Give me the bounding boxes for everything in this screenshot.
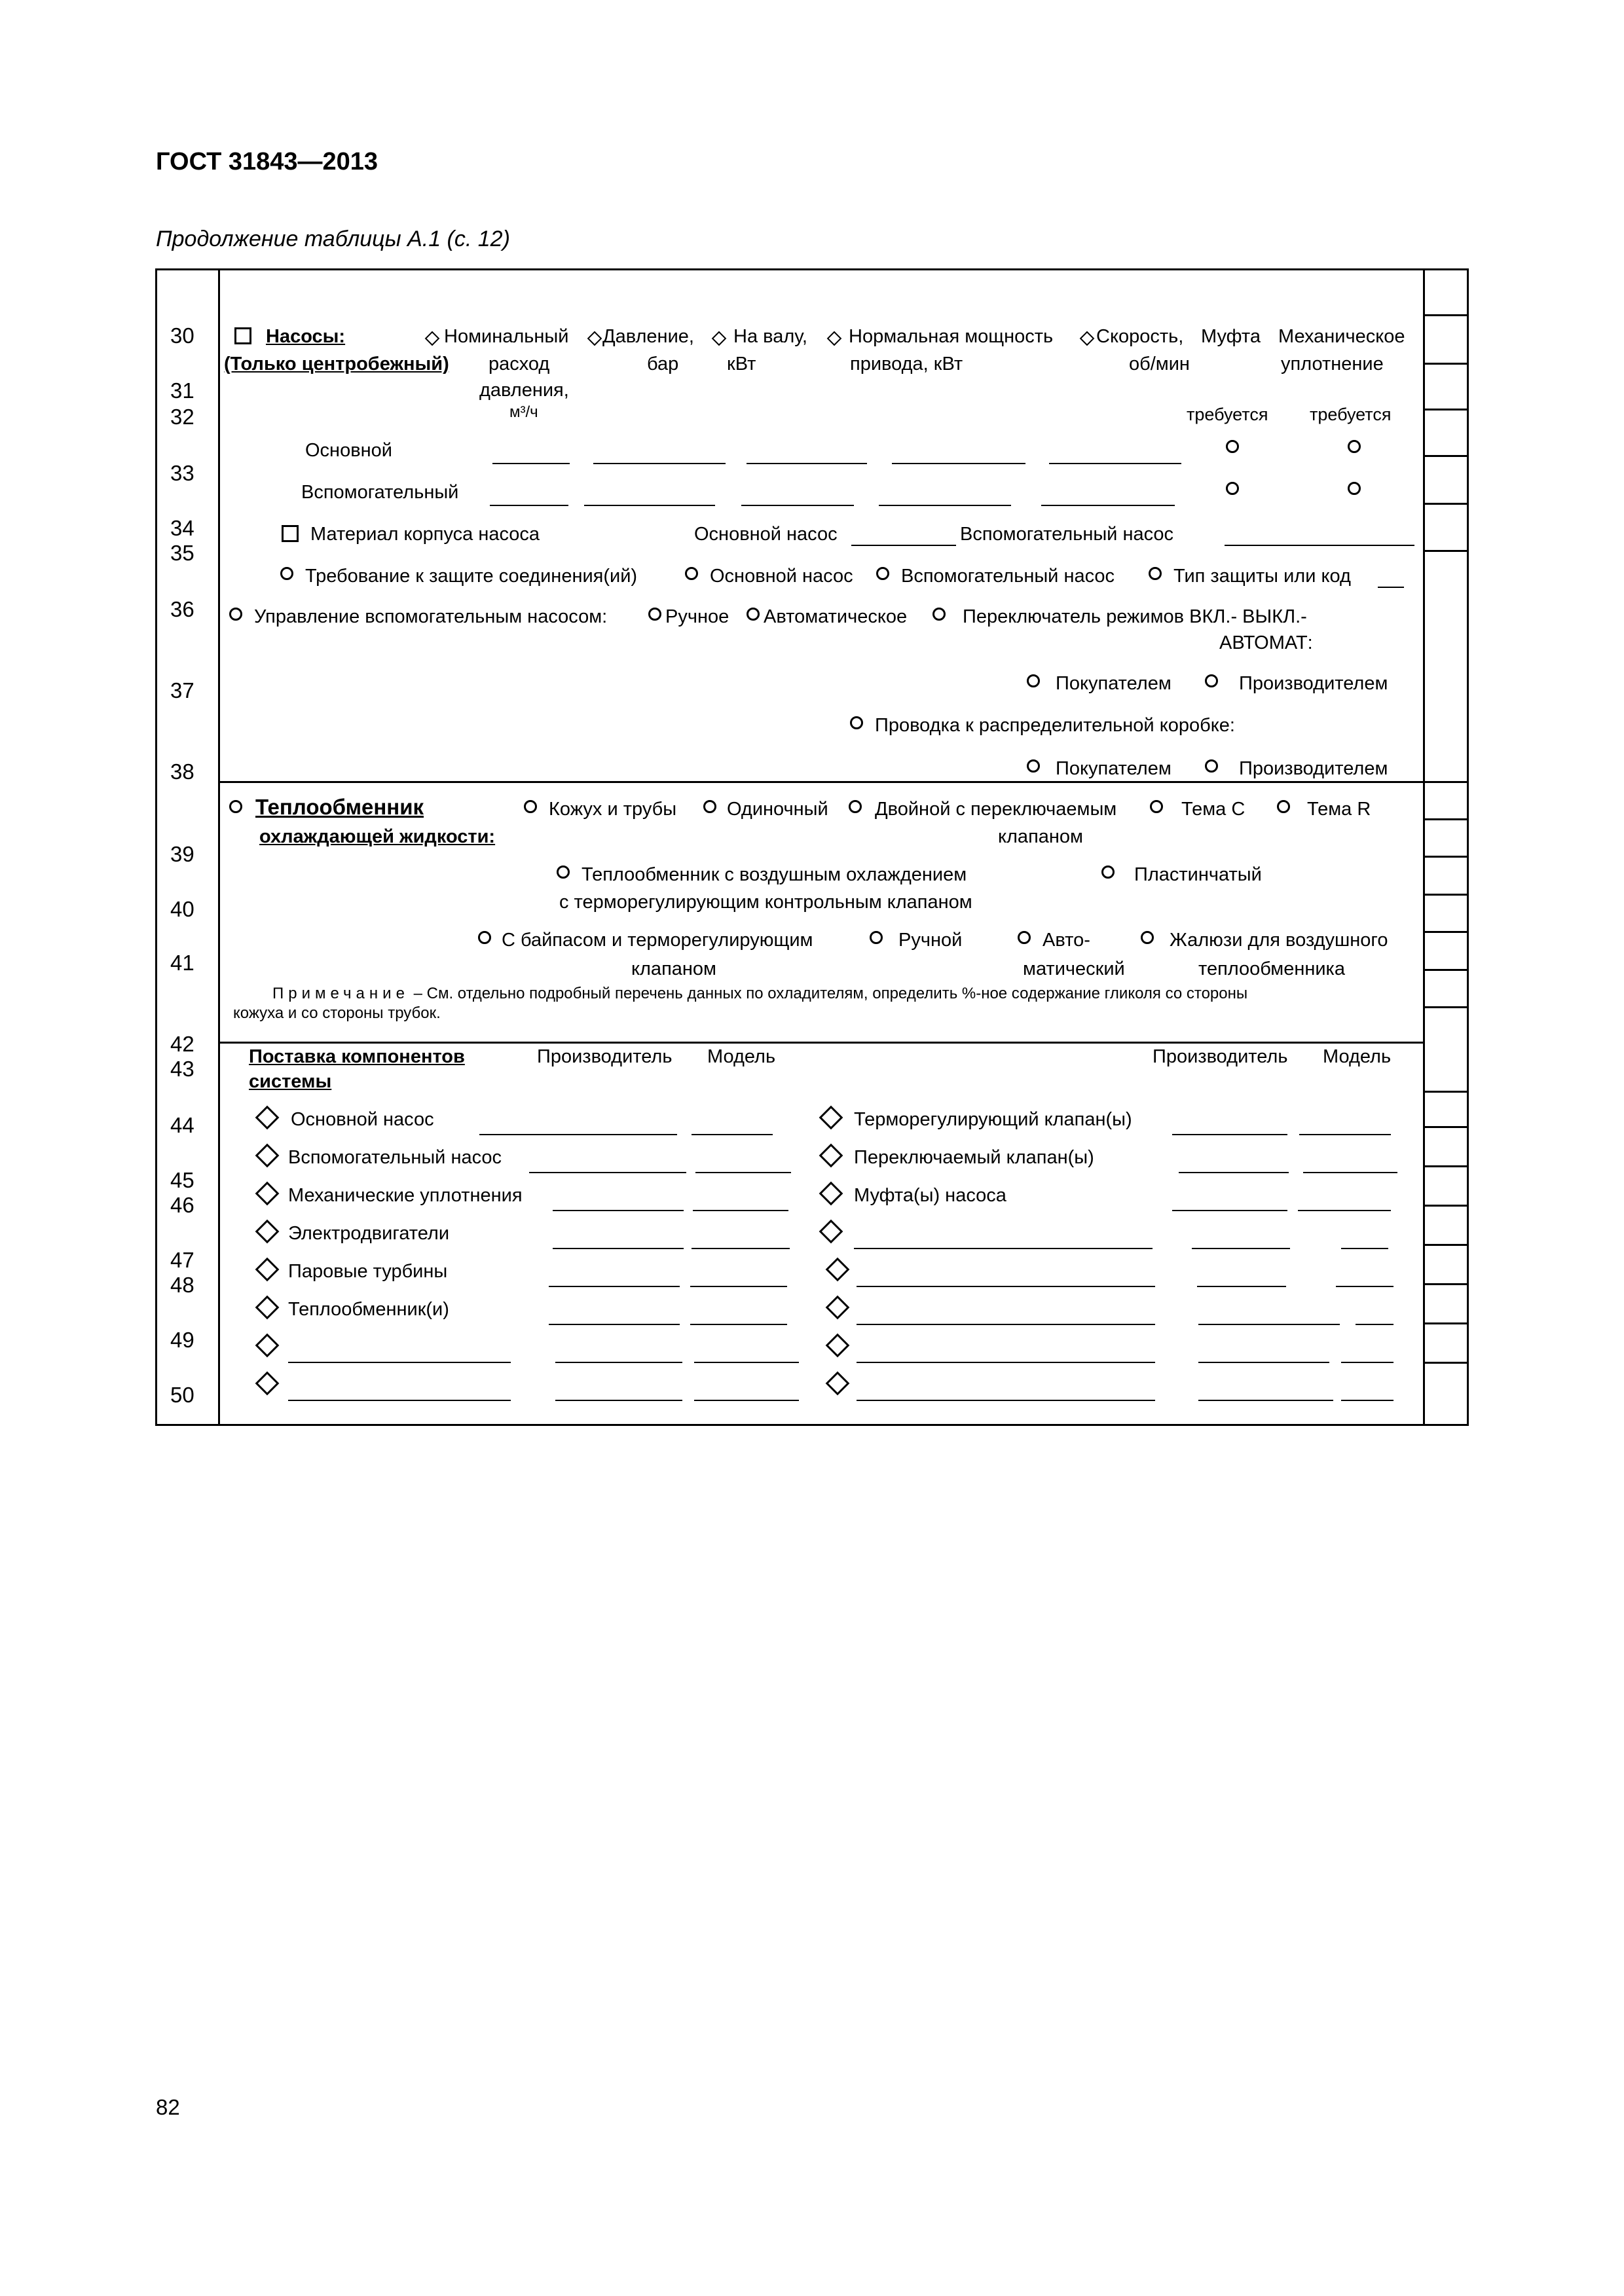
single-radio[interactable] [703, 800, 716, 813]
item-main-pump: Основной насос [291, 1109, 434, 1130]
plate-label: Пластинчатый [1134, 864, 1262, 885]
extra-right-maker-field[interactable] [1192, 1248, 1290, 1249]
manual-radio[interactable] [648, 608, 661, 621]
row-number: 50 [170, 1383, 194, 1407]
item-aux-pump: Вспомогательный насос [288, 1147, 502, 1168]
maker-radio-2[interactable] [1205, 759, 1218, 773]
extra-right-model-field[interactable] [1356, 1324, 1393, 1325]
number-column-divider [218, 268, 220, 1426]
motors-model-field[interactable] [692, 1248, 790, 1249]
extra-right-name-field[interactable] [857, 1286, 1155, 1287]
extra-item-name-field[interactable] [288, 1362, 511, 1363]
aux-seal-radio[interactable] [1348, 482, 1361, 495]
main-shaft-field[interactable] [747, 463, 867, 464]
row-number: 34 [170, 516, 194, 540]
extra-right-model-field[interactable] [1336, 1286, 1393, 1287]
casing-material-label: Материал корпуса насоса [310, 524, 540, 545]
row-number: 32 [170, 405, 194, 429]
item-couplings: Муфта(ы) насоса [854, 1185, 1006, 1206]
flow-header-3: давления, [479, 380, 569, 401]
shaft-power-header: На валу, [733, 326, 807, 347]
heat-exchanger-title-2: охлаждающей жидкости: [259, 826, 496, 847]
buyer-label-2: Покупателем [1056, 758, 1172, 779]
tema-c-label: Тема С [1181, 799, 1246, 820]
extra-right-maker-field[interactable] [1197, 1286, 1286, 1287]
item-switch-valves: Переключаемый клапан(ы) [854, 1147, 1094, 1168]
motors-maker-field[interactable] [553, 1248, 684, 1249]
heat-exchanger-title: Теплообменник [255, 795, 424, 819]
section-divider-exchanger [218, 1042, 1425, 1044]
hx-manual-radio[interactable] [870, 931, 883, 944]
row-number: 36 [170, 597, 194, 621]
item-motors: Электродвигатели [288, 1223, 450, 1244]
extra-item-maker-field[interactable] [555, 1400, 682, 1401]
supply-maker-left: Производитель [537, 1046, 673, 1067]
mode-switch-label: Переключатель режимов ВКЛ.- ВЫКЛ.- [963, 606, 1307, 627]
louvers-label-2: теплообменника [1198, 958, 1346, 979]
extra-item-model-field[interactable] [694, 1362, 799, 1363]
row-number: 42 [170, 1032, 194, 1056]
page-number: 82 [156, 2095, 180, 2119]
note-text: – См. отдельно подробный перечень данных по охладителям, определить %-ное содержание гликоля со стороны [409, 985, 1248, 1002]
document-title: ГОСТ 31843—2013 [156, 148, 378, 175]
aux-pump-model-field[interactable] [695, 1172, 791, 1173]
item-thermo-valves: Терморегулирующий клапан(ы) [854, 1109, 1132, 1130]
casing-main-label: Основной насос [694, 524, 838, 545]
row-number: 43 [170, 1057, 194, 1081]
supply-title-2: системы [249, 1071, 332, 1092]
row-number: 37 [170, 678, 194, 702]
main-power-field[interactable] [892, 463, 1025, 464]
hx-manual-label: Ручной [898, 930, 963, 951]
mode-switch-radio[interactable] [932, 608, 946, 621]
supply-title: Поставка компонентов [249, 1046, 465, 1067]
plate-radio[interactable] [1101, 866, 1115, 879]
shell-tube-radio[interactable] [524, 800, 537, 813]
row-number: 39 [170, 842, 194, 866]
turbines-maker-field[interactable] [549, 1286, 680, 1287]
buyer-label-1: Покупателем [1056, 673, 1172, 694]
couplings-model-field[interactable] [1298, 1210, 1391, 1211]
supply-model-right: Модель [1323, 1046, 1392, 1067]
row-aux-label: Вспомогательный [301, 482, 459, 503]
louvers-radio[interactable] [1141, 931, 1154, 944]
louvers-label: Жалюзи для воздушного [1170, 930, 1388, 951]
bypass-label-2: клапаном [631, 958, 716, 979]
maker-label-1: Производителем [1239, 673, 1388, 694]
section-divider-pumps [218, 781, 1425, 783]
protection-label: Требование к защите соединения(ий) [305, 566, 638, 587]
row-number: 38 [170, 759, 194, 784]
main-pump-maker-field[interactable] [479, 1134, 677, 1135]
protection-type-label: Тип защиты или код [1173, 566, 1351, 587]
tema-c-radio[interactable] [1150, 800, 1163, 813]
couplings-maker-field[interactable] [1172, 1210, 1287, 1211]
extra-right-maker-field[interactable] [1198, 1400, 1333, 1401]
row-number: 31 [170, 378, 194, 403]
heat-exchanger-radio[interactable] [229, 800, 242, 813]
row-number: 35 [170, 541, 194, 565]
item-mech-seals: Механические уплотнения [288, 1185, 523, 1206]
item-steam-turbines: Паровые турбины [288, 1261, 448, 1282]
pumps-title-note: (Только центробежный) [224, 354, 449, 374]
row-number: 30 [170, 323, 194, 348]
seals-model-field[interactable] [693, 1210, 788, 1211]
tema-r-label: Тема R [1307, 799, 1371, 820]
supply-maker-right: Производитель [1153, 1046, 1288, 1067]
extra-right-name-field[interactable] [854, 1248, 1153, 1249]
extra-right-model-field[interactable] [1341, 1400, 1393, 1401]
shaft-power-unit: кВт [727, 354, 756, 374]
air-cooled-label-2: с терморегулирующим контрольным клапаном [559, 892, 972, 913]
hx-auto-label: Авто- [1043, 930, 1090, 951]
power-unit: привода, кВт [850, 354, 963, 374]
aux-control-label: Управление вспомогательным насосом: [254, 606, 608, 627]
extra-item-maker-field[interactable] [555, 1362, 682, 1363]
hx-model-field[interactable] [690, 1324, 787, 1325]
flow-header: Номинальный [444, 326, 569, 347]
row-main-label: Основной [305, 440, 392, 461]
seal-header: Механическое [1278, 326, 1405, 347]
pressure-header: Давление, [602, 326, 694, 347]
table-continuation-caption: Продолжение таблицы А.1 (с. 12) [156, 227, 510, 251]
protection-main-label: Основной насос [710, 566, 853, 587]
protection-aux-radio[interactable] [876, 567, 889, 580]
flow-header-2: расход [489, 354, 550, 374]
aux-coupling-radio[interactable] [1226, 482, 1239, 495]
air-cooled-radio[interactable] [557, 866, 570, 879]
thermo-valves-model-field[interactable] [1299, 1134, 1391, 1135]
extra-right-model-field[interactable] [1341, 1248, 1388, 1249]
aux-pump-maker-field[interactable] [529, 1172, 686, 1173]
row-number: 41 [170, 951, 194, 975]
tema-r-radio[interactable] [1277, 800, 1290, 813]
flow-unit: м³/ч [509, 403, 538, 421]
switch-valves-maker-field[interactable] [1179, 1172, 1289, 1173]
wiring-radio[interactable] [850, 716, 863, 729]
mode-switch-label-2: АВТОМАТ: [1219, 632, 1313, 653]
main-speed-field[interactable] [1049, 463, 1181, 464]
note-label: Примечание [272, 985, 409, 1002]
turbines-model-field[interactable] [690, 1286, 787, 1287]
extra-right-name-field[interactable] [857, 1400, 1155, 1401]
aux-control-radio[interactable] [229, 608, 242, 621]
power-header: Нормальная мощность [849, 326, 1054, 347]
hx-auto-label-2: матический [1023, 958, 1125, 979]
row-number: 47 [170, 1248, 194, 1272]
buyer-radio-2[interactable] [1027, 759, 1040, 773]
supply-model-left: Модель [707, 1046, 776, 1067]
protection-radio[interactable] [280, 567, 293, 580]
coupling-header: Муфта [1201, 326, 1261, 347]
maker-label-2: Производителем [1239, 758, 1388, 779]
seals-maker-field[interactable] [553, 1210, 684, 1211]
casing-material-checkbox[interactable] [282, 525, 299, 542]
single-label: Одиночный [727, 799, 828, 820]
coupling-required: требуется [1187, 405, 1268, 424]
aux-power-field[interactable] [879, 505, 1011, 506]
main-flow-field[interactable] [492, 463, 570, 464]
extra-right-name-field[interactable] [857, 1362, 1155, 1363]
extra-right-model-field[interactable] [1341, 1362, 1393, 1363]
main-pump-model-field[interactable] [692, 1134, 773, 1135]
bypass-radio[interactable] [478, 931, 491, 944]
right-column-divider [1423, 268, 1425, 1426]
hx-maker-field[interactable] [549, 1324, 680, 1325]
main-pressure-field[interactable] [593, 463, 726, 464]
casing-aux-field[interactable] [1225, 545, 1414, 546]
main-seal-radio[interactable] [1348, 440, 1361, 453]
protection-code-field[interactable] [1378, 587, 1404, 588]
speed-header: Скорость, [1096, 326, 1184, 347]
pumps-title: Насосы: [266, 326, 346, 347]
casing-main-field[interactable] [851, 545, 956, 546]
double-label-2: клапаном [998, 826, 1083, 847]
pumps-checkbox[interactable] [234, 327, 251, 344]
seal-required: требуется [1310, 405, 1392, 424]
automatic-label: Автоматическое [764, 606, 908, 627]
double-label: Двойной с переключаемым [875, 799, 1117, 820]
shell-tube-label: Кожух и трубы [549, 799, 677, 820]
automatic-radio[interactable] [747, 608, 760, 621]
row-number: 49 [170, 1328, 194, 1352]
note-line [272, 985, 1247, 1003]
row-number: 45 [170, 1168, 194, 1192]
extra-item-name-field[interactable] [288, 1400, 511, 1401]
note-text-2: кожуха и со стороны трубок. [233, 1004, 441, 1022]
row-number: 46 [170, 1193, 194, 1217]
protection-aux-label: Вспомогательный насос [901, 566, 1115, 587]
protection-type-radio[interactable] [1149, 567, 1162, 580]
pressure-unit: бар [647, 354, 679, 374]
casing-aux-label: Вспомогательный насос [960, 524, 1174, 545]
double-radio[interactable] [849, 800, 862, 813]
hx-auto-radio[interactable] [1018, 931, 1031, 944]
manual-label: Ручное [665, 606, 729, 627]
speed-unit: об/мин [1129, 354, 1190, 374]
item-heat-exchangers: Теплообменник(и) [288, 1299, 449, 1320]
row-number: 33 [170, 461, 194, 485]
extra-item-model-field[interactable] [694, 1400, 799, 1401]
extra-right-name-field[interactable] [857, 1324, 1155, 1325]
extra-right-maker-field[interactable] [1198, 1324, 1340, 1325]
protection-main-radio[interactable] [685, 567, 698, 580]
extra-right-maker-field[interactable] [1198, 1362, 1329, 1363]
seal-header-2: уплотнение [1281, 354, 1384, 374]
maker-radio-1[interactable] [1205, 674, 1218, 687]
row-number: 48 [170, 1273, 194, 1297]
bypass-label: С байпасом и терморегулирующим [502, 930, 813, 951]
aux-shaft-field[interactable] [741, 505, 854, 506]
switch-valves-model-field[interactable] [1303, 1172, 1397, 1173]
aux-pressure-field[interactable] [584, 505, 715, 506]
buyer-radio-1[interactable] [1027, 674, 1040, 687]
aux-speed-field[interactable] [1041, 505, 1175, 506]
wiring-label: Проводка к распределительной коробке: [875, 715, 1235, 736]
row-number: 40 [170, 897, 194, 921]
row-number: 44 [170, 1113, 194, 1137]
air-cooled-label: Теплообменник с воздушным охлаждением [581, 864, 967, 885]
thermo-valves-maker-field[interactable] [1172, 1134, 1287, 1135]
aux-flow-field[interactable] [490, 505, 568, 506]
main-coupling-radio[interactable] [1226, 440, 1239, 453]
